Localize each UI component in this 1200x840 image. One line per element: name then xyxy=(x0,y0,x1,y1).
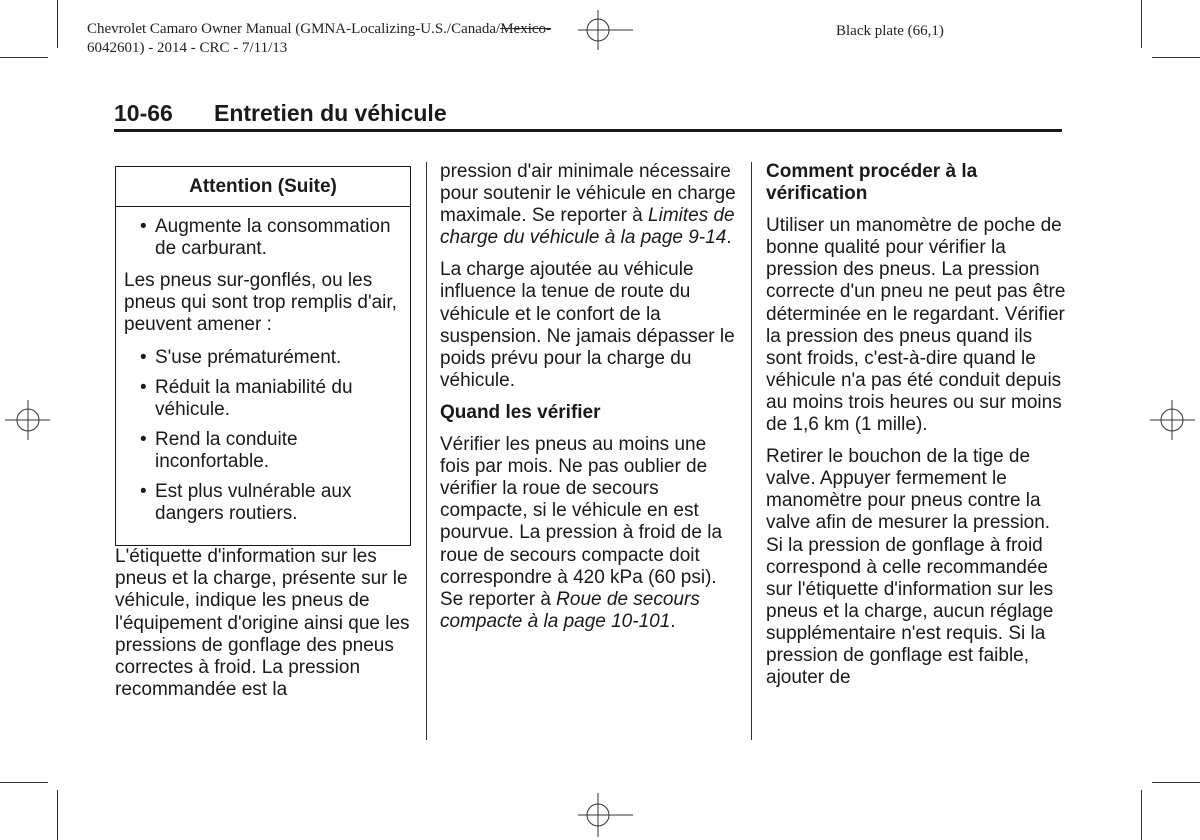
cross-reference-link[interactable]: Roue de secours compacte à la page 10-101 xyxy=(440,588,700,632)
body-paragraph: La charge ajoutée au véhicule influence la tenue de route du véhicule et le confort de la suspension. Ne jamais dépasser le poids prévu pour la charge du véhicule. xyxy=(440,259,735,391)
header-line1-struck: Mexico- xyxy=(500,21,552,37)
column-divider xyxy=(426,162,427,740)
page-number: 10-66 xyxy=(114,100,173,126)
list-item: • Augmente la consommation de carburant. xyxy=(140,216,391,260)
cross-reference-link[interactable]: Limites de charge du véhicule à la page 9-14 xyxy=(440,205,735,249)
registration-mark-icon xyxy=(0,395,50,445)
body-paragraph: Vérifier les pneus au moins une fois par mois. Ne pas oublier de vérifier la roue de secours compacte, si le véhicule en est pourvue. La pression à froid de la roue de secours compacte doit correspondre à 420 kPa (60 psi). Se reporter à Roue de secours compacte à la page 10-101. xyxy=(440,434,723,632)
caution-list-a xyxy=(124,216,402,260)
bullet-icon: • xyxy=(140,216,147,238)
bullet-icon: • xyxy=(140,376,147,398)
header-line2: 6042601) - 2014 - CRC - 7/11/13 xyxy=(87,40,288,56)
list-item: • Est plus vulnérable aux dangers routiers. xyxy=(140,481,352,525)
column-1 xyxy=(115,166,415,711)
bullet-icon: • xyxy=(140,428,147,450)
crop-mark xyxy=(57,790,58,840)
caution-box-body xyxy=(116,207,410,545)
crop-mark xyxy=(0,782,48,783)
print-header xyxy=(87,20,551,58)
body-paragraph: Retirer le bouchon de la tige de valve. Appuyer fermement le manomètre pour pneus contre la valve afin de mesurer la pression. Si la pression de gonflage à froid correspond à celle recommandée sur l'étiquette d'information sur les pneus et la charge, aucun réglage supplémentaire n'est requis. Si la pression de gonflage est faible, ajouter de xyxy=(766,446,1054,689)
column-divider xyxy=(751,162,752,740)
bullet-icon: • xyxy=(140,346,147,368)
page-title xyxy=(114,100,447,127)
column-2 xyxy=(440,161,740,643)
section-heading: Quand les vérifier xyxy=(440,401,601,423)
header-line1: Chevrolet Camaro Owner Manual (GMNA-Localizing-U.S./Canada/ xyxy=(87,21,501,37)
caution-box-title: Attention (Suite) xyxy=(116,167,410,207)
section-title: Entretien du véhicule xyxy=(214,100,447,126)
list-item: • Réduit la maniabilité du véhicule. xyxy=(140,376,353,420)
body-paragraph: Utiliser un manomètre de poche de bonne qualité pour vérifier la pression des pneus. La pression correcte d'un pneu ne peut pas être déterminée en le regardant. Vérifier la pression des pneus quand ils sont froids, c'est-à-dire quand le véhicule n'a pas été conduit depuis au moins trois heures ou sur moins de 1,6 km (1 mille). xyxy=(766,215,1066,436)
crop-mark xyxy=(1141,0,1142,48)
title-rule xyxy=(114,129,1062,132)
caution-box xyxy=(115,166,411,546)
plate-label: Black plate (66,1) xyxy=(836,23,944,39)
body-paragraph: pression d'air minimale nécessaire pour soutenir le véhicule en charge maximale. Se reporter à Limites de charge du véhicule à la page 9-14. xyxy=(440,161,736,249)
crop-mark xyxy=(1152,782,1200,783)
registration-mark-icon xyxy=(573,5,633,55)
list-item: • S'use prématurément. xyxy=(140,346,342,368)
caution-paragraph: Les pneus sur-gonflés, ou les pneus qui sont trop remplis d'air, peuvent amener : xyxy=(124,270,397,336)
section-heading: Comment procéder à la vérification xyxy=(766,161,978,205)
crop-mark xyxy=(1152,57,1200,58)
crop-mark xyxy=(1141,790,1142,840)
column-3 xyxy=(766,161,1066,699)
caution-list-b xyxy=(124,347,402,526)
registration-mark-icon xyxy=(1150,395,1200,445)
crop-mark xyxy=(0,57,48,58)
bullet-icon: • xyxy=(140,481,147,503)
list-item: • Rend la conduite inconfortable. xyxy=(140,428,298,472)
crop-mark xyxy=(57,0,58,48)
registration-mark-icon xyxy=(573,790,633,840)
body-paragraph: L'étiquette d'information sur les pneus et la charge, présente sur le véhicule, indique les pneus de l'équipement d'origine ainsi que les pressions de gonflage des pneus correctes à froid. La pression recommandée est la xyxy=(115,546,410,700)
